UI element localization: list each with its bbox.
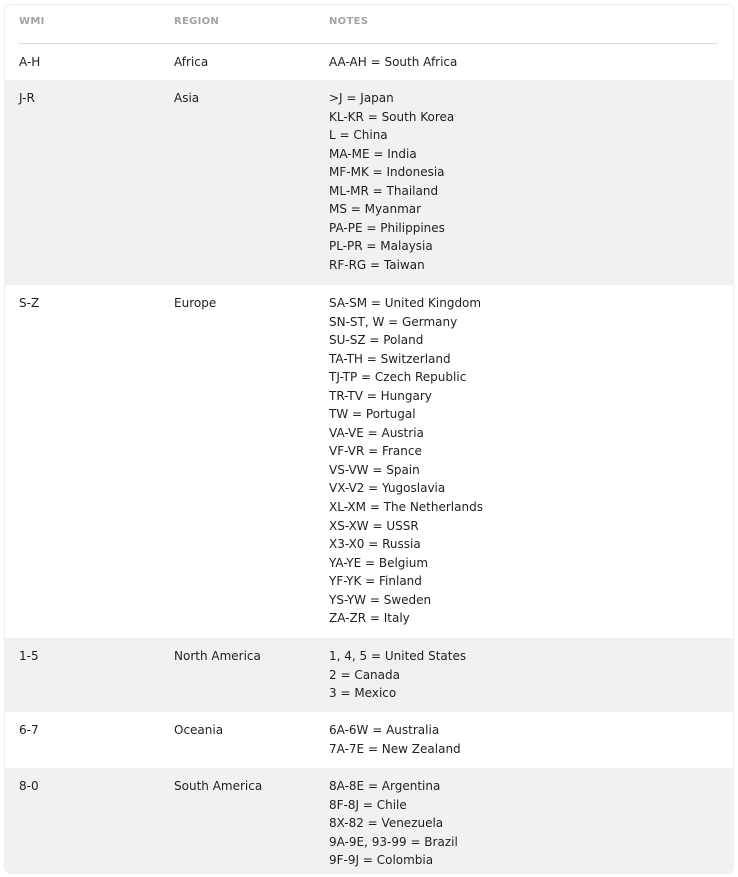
note-line: SU-SZ = Poland <box>329 333 424 348</box>
note-line: YS-YW = Sweden <box>329 592 432 607</box>
row-wmi: A-H <box>19 55 41 69</box>
note-line: 6A-6W = Australia <box>329 723 440 737</box>
note-line: TW = Portugal <box>329 407 416 422</box>
note-line: KL-KR = South Korea <box>329 109 455 124</box>
note-line: VS-VW = Spain <box>329 462 420 477</box>
table-row <box>5 712 733 768</box>
row-notes <box>329 721 461 758</box>
row-region: South America <box>174 779 263 793</box>
header-wmi: WMI <box>19 16 45 27</box>
note-line: 8X-82 = Venezuela <box>329 816 444 831</box>
row-notes <box>329 53 457 72</box>
note-line: SA-SM = United Kingdom <box>329 296 482 310</box>
note-line: ML-MR = Thailand <box>329 183 439 198</box>
table-row <box>5 44 733 80</box>
note-line: X3-X0 = Russia <box>329 537 421 552</box>
note-line: TR-TV = Hungary <box>329 388 432 403</box>
note-line: PA-PE = Philippines <box>329 220 445 235</box>
row-region: Oceania <box>174 723 224 737</box>
row-notes <box>329 647 466 703</box>
table-header <box>19 5 717 44</box>
note-line: PL-PR = Malaysia <box>329 239 433 254</box>
row-region: Europe <box>174 296 217 310</box>
row-region: Asia <box>174 91 200 105</box>
table-row <box>5 638 733 712</box>
note-line: RF-RG = Taiwan <box>329 257 425 272</box>
note-line: >J = Japan <box>329 91 394 105</box>
row-region: Africa <box>174 55 209 69</box>
note-line: VX-V2 = Yugoslavia <box>329 481 446 496</box>
note-line: XS-XW = USSR <box>329 518 419 533</box>
note-line: VF-VR = France <box>329 444 422 459</box>
note-line: 9A-9E, 93-99 = Brazil <box>329 834 458 849</box>
note-line: L = China <box>329 128 388 143</box>
note-line: MA-ME = India <box>329 146 417 161</box>
row-wmi: 8-0 <box>19 779 39 793</box>
note-line: 7A-7E = New Zealand <box>329 741 461 756</box>
row-wmi: J-R <box>19 91 35 105</box>
note-line: TJ-TP = Czech Republic <box>329 370 467 385</box>
note-line: MS = Myanmar <box>329 202 422 217</box>
row-wmi: S-Z <box>19 296 40 310</box>
note-line: TA-TH = Switzerland <box>329 351 451 366</box>
table-row <box>5 80 733 285</box>
table-row <box>5 285 733 638</box>
header-notes: NOTES <box>329 16 369 27</box>
note-line: 8A-8E = Argentina <box>329 779 441 793</box>
note-line: 8F-8J = Chile <box>329 797 407 812</box>
note-line: 2 = Canada <box>329 667 400 682</box>
note-line: ZA-ZR = Italy <box>329 611 410 626</box>
row-notes <box>329 89 454 274</box>
note-line: 3 = Mexico <box>329 686 397 701</box>
note-line: VA-VE = Austria <box>329 425 424 440</box>
row-notes <box>329 777 458 870</box>
note-line: YF-YK = Finland <box>329 574 422 589</box>
note-line: SN-ST, W = Germany <box>329 314 458 329</box>
note-line: AA-AH = South Africa <box>329 55 458 69</box>
note-line: 9F-9J = Colombia <box>329 853 434 868</box>
row-wmi: 6-7 <box>19 723 39 737</box>
note-line: 1, 4, 5 = United States <box>329 649 467 663</box>
table-row <box>5 768 733 873</box>
row-wmi: 1-5 <box>19 649 39 663</box>
header-region: REGION <box>174 16 220 27</box>
row-notes <box>329 294 483 628</box>
wmi-table <box>5 5 733 873</box>
note-line: MF-MK = Indonesia <box>329 165 445 180</box>
row-region: North America <box>174 649 261 663</box>
note-line: YA-YE = Belgium <box>329 555 429 570</box>
note-line: XL-XM = The Netherlands <box>329 500 483 515</box>
